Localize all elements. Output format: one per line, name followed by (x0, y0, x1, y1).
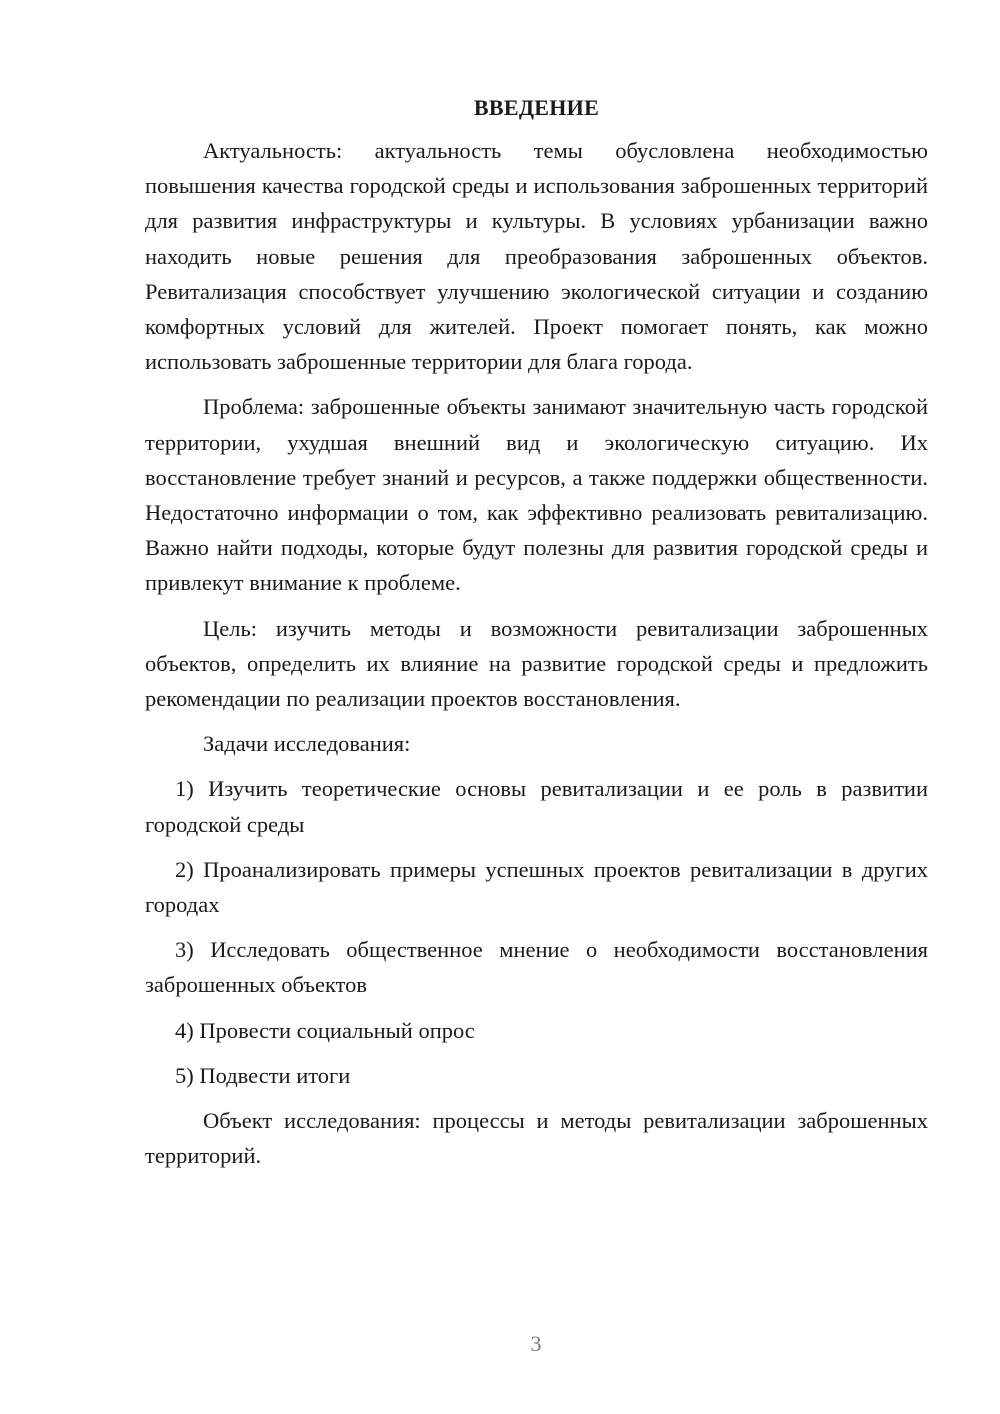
task-item-2: 2) Проанализировать примеры успешных проектов ревитализации в других городах (145, 856, 928, 918)
task-item-4: 4) Провести социальный опрос (175, 1017, 475, 1043)
section-title: ВВЕДЕНИЕ (473, 95, 600, 120)
task-item-1: 1) Изучить теоретические основы ревитализации и ее роль в развитии городской среды (145, 776, 928, 837)
task-item-3: 3) Исследовать общественное мнение о необходимости восстановления заброшенных объектов (145, 937, 928, 998)
page-number: 3 (530, 1331, 542, 1356)
problem-paragraph: Проблема: заброшенные объекты занимают значительную часть городской территории, ухудшая внешний вид и экологическую ситуацию. Их восстановление требует знаний и ресурсов, а также поддержки общественности. Недостаточно информации о том, как эффективно реализовать ревитализацию. Важно найти подходы, которые будут полезны для развития городской среды и привлекут внимание к проблеме. (145, 394, 928, 596)
object-paragraph: Объект исследования: процессы и методы ревитализации заброшенных территорий. (145, 1108, 928, 1169)
goal-paragraph: Цель: изучить методы и возможности ревитализации заброшенных объектов, определить их влияние на развитие городской среды и предложить рекомендации по реализации проектов восстановления. (145, 615, 928, 712)
relevance-paragraph: Актуальность: актуальность темы обусловлена необходимостью повышения качества городской среды и использования заброшенных территорий для развития инфраструктуры и культуры. В условиях урбанизации важно находить новые решения для преобразования заброшенных объектов. Ревитализация способствует улучшению экологической ситуации и созданию комфортных условий для жителей. Проект помогает понять, как можно использовать заброшенные территории для блага города. (145, 138, 928, 375)
tasks-heading: Задачи исследования: (203, 731, 411, 757)
task-item-5: 5) Подвести итоги (175, 1062, 351, 1088)
page-content (145, 90, 928, 1173)
